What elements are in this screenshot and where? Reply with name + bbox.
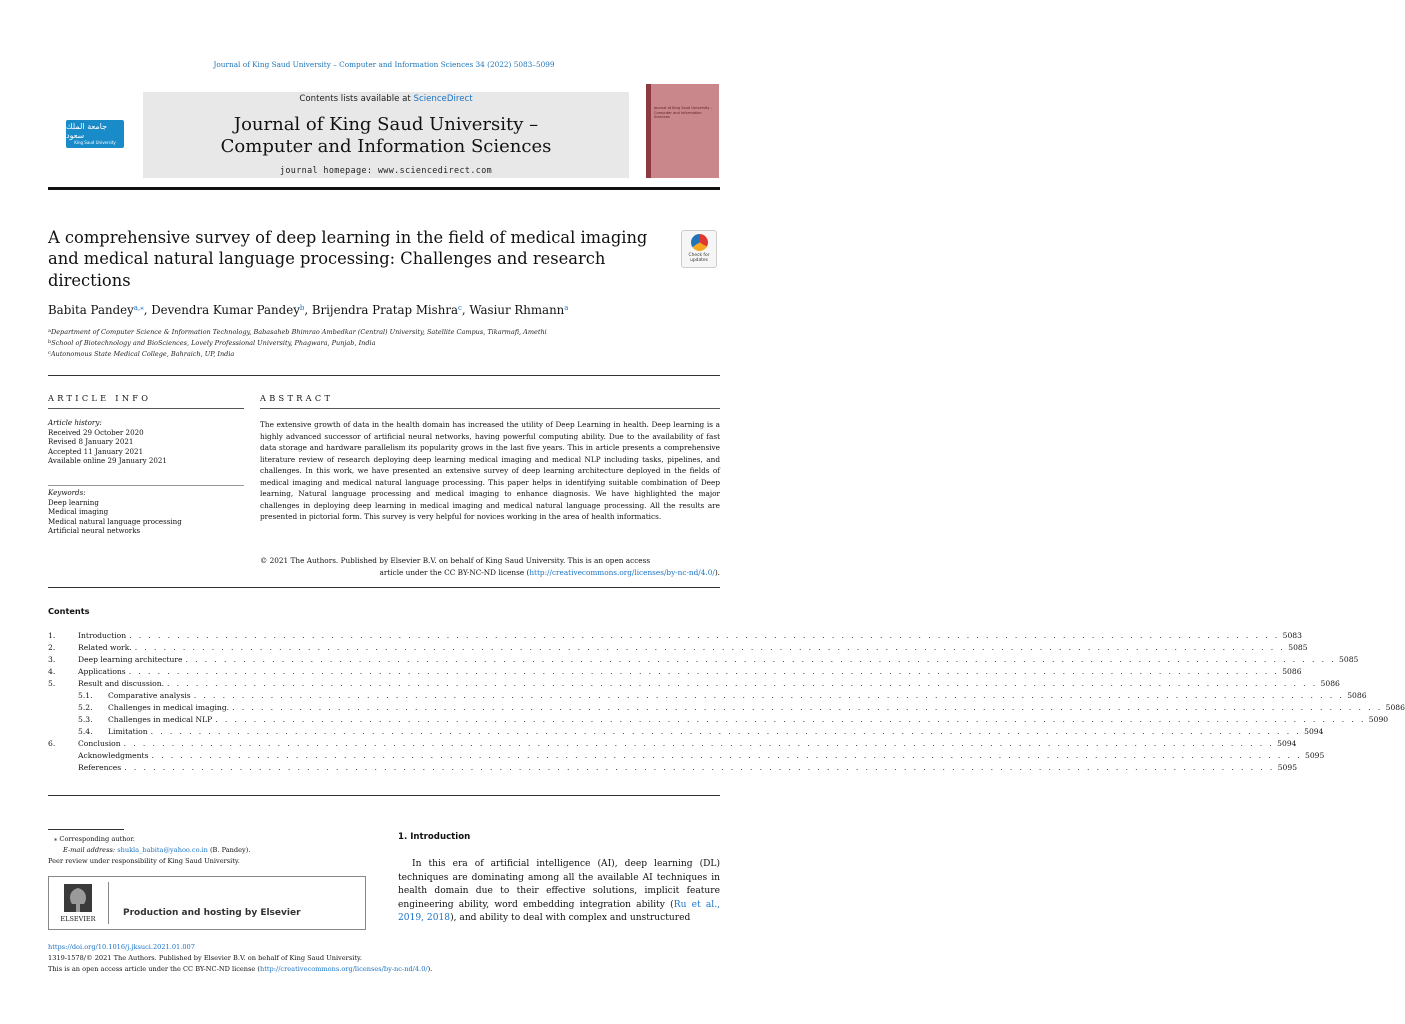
toc-entry-page[interactable]: 5090	[1368, 715, 1389, 724]
masthead-divider	[48, 187, 720, 190]
history-item: Revised 8 January 2021	[48, 437, 134, 447]
toc-entry-label[interactable]: Introduction	[78, 631, 127, 640]
toc-entry-label[interactable]: Result and discussion.	[78, 679, 165, 688]
author-name[interactable]: Devendra Kumar Pandey	[151, 303, 300, 317]
history-label: Article history:	[48, 418, 102, 427]
introduction-heading: 1. Introduction	[398, 832, 471, 842]
university-logo	[48, 92, 142, 176]
toc-leader-dots: . . . . . . . . . . . . . . . . . . . . . . . . . . . . . . . . . . . . . . . . . . . . . . . . . . . . . . . . . . . . . . . . . . . . . . . . . . . . . . . . . . . . . . . . . . . . . . . . . . . . . . . . . . . . . . . . . . . . . . . .	[151, 751, 1302, 760]
keywords-label: Keywords:	[48, 488, 86, 497]
introduction-text: In this era of artificial intelligence (AI), deep learning (DL) techniques are dominating among all the available AI techniques in health domain due to their effective solutions, implicit feature engineering ability, word embedding integration ability (Ru et al., 2019, 2018), and ability to deal with complex and unstructured	[398, 859, 720, 924]
toc-entry-number: 6.	[48, 739, 56, 748]
toc-entry-number: 5.1.	[78, 691, 93, 700]
toc-entry-number: 5.2.	[78, 703, 93, 712]
keyword[interactable]: Deep learning	[48, 497, 99, 507]
author-email-link[interactable]: shukla_babita@yahoo.co.in	[117, 846, 208, 854]
elsevier-separator	[108, 882, 109, 924]
open-access-line: This is an open access article under the CC BY-NC-ND license (http://creativecommons.org/licenses/by-nc-nd/4.0/).	[48, 965, 433, 973]
history-item: Accepted 11 January 2021	[48, 446, 144, 456]
toc-entry-number: 3.	[48, 655, 56, 664]
logo-english-text: King Saud University	[74, 140, 116, 145]
toc-entry-label[interactable]: Related work.	[78, 643, 132, 652]
toc-entry-label[interactable]: Applications	[78, 667, 126, 676]
elsevier-logo-text: ELSEVIER	[60, 915, 96, 923]
toc-entry-label[interactable]: Acknowledgments	[78, 751, 149, 760]
journal-title	[143, 114, 629, 158]
footnote-rule	[48, 829, 124, 830]
author-affil-sup[interactable]: b	[299, 304, 305, 312]
author-affil-sup[interactable]: a,⁎	[133, 304, 144, 312]
toc-entry[interactable]	[48, 714, 1389, 726]
toc-entry-label[interactable]: Comparative analysis	[108, 691, 191, 700]
author-affil-sup[interactable]: a	[564, 304, 569, 312]
contents-available-line: Contents lists available at ScienceDirect	[299, 94, 473, 104]
author-list: Babita Pandey$^{a,⁎}$, Devendra Kumar Pandey$^b$, Brijendra Pratap Mishra$^c$, Wasiur Rhmann$^a$	[48, 303, 569, 317]
elsevier-tree-icon	[56, 882, 100, 924]
doi-link[interactable]: https://doi.org/10.1016/j.jksuci.2021.01.007	[48, 943, 195, 951]
toc-leader-dots: . . . . . . . . . . . . . . . . . . . . . . . . . . . . . . . . . . . . . . . . . . . . . . . . . . . . . . . . . . . . . . . . . . . . . . . . . . . . . . . . . . . . . . . . . . . . . . . . . . . . . . . . . . . . . . . . . . . . . . . .	[232, 703, 1383, 712]
section-divider	[48, 587, 720, 588]
crossmark-icon	[691, 234, 708, 251]
toc-leader-dots: . . . . . . . . . . . . . . . . . . . . . . . . . . . . . . . . . . . . . . . . . . . . . . . . . . . . . . . . . . . . . . . . . . . . . . . . . . . . . . . . . . . . . . . . . . . . . . . . . . . . . . . . . . . . . . . . . . . . . . . .	[123, 739, 1275, 748]
toc-leader-dots: . . . . . . . . . . . . . . . . . . . . . . . . . . . . . . . . . . . . . . . . . . . . . . . . . . . . . . . . . . . . . . . . . . . . . . . . . . . . . . . . . . . . . . . . . . . . . . . . . . . . . . . . . . . . . . . . . . . . . . . .	[150, 727, 1302, 736]
toc-entry[interactable]	[48, 750, 1325, 762]
cover-title: Journal of King Saud University – Computer and Information Sciences	[654, 106, 713, 119]
toc-entry-number: 4.	[48, 667, 56, 676]
toc-entry-page[interactable]: 5085	[1288, 643, 1308, 652]
toc-entry-number: 1.	[48, 631, 56, 640]
article-history	[48, 418, 244, 466]
toc-leader-dots: . . . . . . . . . . . . . . . . . . . . . . . . . . . . . . . . . . . . . . . . . . . . . . . . . . . . . . . . . . . . . . . . . . . . . . . . . . . . . . . . . . . . . . . . . . . . . . . . . . . . . . . . . . . . . . . . . . . . . . . .	[134, 643, 1286, 652]
toc-leader-dots: . . . . . . . . . . . . . . . . . . . . . . . . . . . . . . . . . . . . . . . . . . . . . . . . . . . . . . . . . . . . . . . . . . . . . . . . . . . . . . . . . . . . . . . . . . . . . . . . . . . . . . . . . . . . . . . . . . . . . . . .	[193, 691, 1345, 700]
keyword[interactable]: Artificial neural networks	[48, 526, 141, 536]
history-item: Received 29 October 2020	[48, 427, 144, 437]
affiliation: $^b$School of Biotechnology and BioSciences, Lovely Professional University, Phagwara, Punjab, India	[48, 339, 376, 347]
toc-entry-label[interactable]: References	[78, 763, 122, 772]
toc-entry-page[interactable]: 5085	[1339, 655, 1359, 664]
issn-line: 1319-1578/© 2021 The Authors. Published by Elsevier B.V. on behalf of King Saud University.	[48, 954, 362, 962]
toc-entry-label[interactable]: Conclusion	[78, 739, 121, 748]
toc-entry-number: 5.4.	[78, 727, 93, 736]
abstract-rule	[260, 408, 720, 409]
toc-entry-number: 5.3.	[78, 715, 93, 724]
check-for-updates-label: Check for updates	[688, 253, 710, 263]
journal-cover-thumbnail[interactable]	[646, 84, 719, 178]
corresponding-author-note: ⁎ Corresponding author.	[54, 835, 135, 843]
author-name[interactable]: Brijendra Pratap Mishra	[311, 303, 458, 317]
email-note: E-mail address: shukla_babita@yahoo.co.in (B. Pandey).	[63, 846, 251, 854]
abstract-text: The extensive growth of data in the health domain has increased the utility of Deep Learning in health. Deep learning is a highly advanced successor of artificial neural networks, having powerful computing ability. Due to the availability of fast data storage and hardware parallelism its popularity grows in the last five years. This in article presents a comprehensive literature review of research deploying deep learning medical imaging and medical NLP including tasks, pipelines, and challenges. In this work, we have presented an extensive survey of deep learning architecture deployed in the fields of medical imaging and medical natural language processing. This paper helps in identifying suitable combination of Deep learning, Natural language processing and medical imaging to enhance diagnosis. We have highlighted the major challenges in deploying deep learning in medical imaging and medical natural language processing. All the results are presented in pictorial form. This survey is very helpful for novices working in the area of health informatics.	[260, 420, 720, 521]
toc-entry[interactable]	[48, 726, 1324, 738]
journal-citation[interactable]: Journal of King Saud University – Computer and Information Sciences 34 (2022) 5083–5099	[213, 60, 555, 69]
license-link[interactable]: http://creativecommons.org/licenses/by-nc-nd/4.0/	[529, 567, 715, 577]
toc-entry[interactable]	[48, 642, 1308, 654]
toc-leader-dots: . . . . . . . . . . . . . . . . . . . . . . . . . . . . . . . . . . . . . . . . . . . . . . . . . . . . . . . . . . . . . . . . . . . . . . . . . . . . . . . . . . . . . . . . . . . . . . . . . . . . . . . . . . . . . . . . . . . . . . . .	[128, 667, 1280, 676]
toc-entry-page[interactable]: 5086	[1385, 703, 1405, 712]
toc-entry-page[interactable]: 5095	[1305, 751, 1325, 760]
section-divider	[48, 375, 720, 376]
keywords-list	[48, 488, 244, 536]
toc-entry-page[interactable]: 5095	[1277, 763, 1298, 772]
toc-leader-dots: . . . . . . . . . . . . . . . . . . . . . . . . . . . . . . . . . . . . . . . . . . . . . . . . . . . . . . . . . . . . . . . . . . . . . . . . . . . . . . . . . . . . . . . . . . . . . . . . . . . . . . . . . . . . . . . . . . . . . . . .	[124, 763, 1275, 772]
journal-title-line2: Computer and Information Sciences	[220, 136, 552, 157]
table-of-contents	[48, 630, 1405, 774]
journal-homepage[interactable]: journal homepage: www.sciencedirect.com	[279, 165, 493, 175]
toc-leader-dots: . . . . . . . . . . . . . . . . . . . . . . . . . . . . . . . . . . . . . . . . . . . . . . . . . . . . . . . . . . . . . . . . . . . . . . . . . . . . . . . . . . . . . . . . . . . . . . . . . . . . . . . . . . . . . . . . . . . . . . . .	[185, 655, 1337, 664]
toc-entry[interactable]	[48, 666, 1302, 678]
toc-entry[interactable]	[48, 654, 1359, 666]
peer-review-note: Peer review under responsibility of King Saud University.	[48, 857, 240, 865]
keywords-rule	[48, 485, 244, 486]
toc-entry-number: 2.	[48, 643, 56, 652]
sciencedirect-link[interactable]: ScienceDirect	[413, 94, 473, 104]
toc-entry-page[interactable]: 5086	[1320, 679, 1340, 688]
toc-entry[interactable]	[48, 678, 1340, 690]
toc-entry[interactable]	[48, 690, 1367, 702]
history-item: Available online 29 January 2021	[48, 456, 167, 466]
toc-entry-label[interactable]: Challenges in medical NLP	[108, 715, 213, 724]
toc-leader-dots: . . . . . . . . . . . . . . . . . . . . . . . . . . . . . . . . . . . . . . . . . . . . . . . . . . . . . . . . . . . . . . . . . . . . . . . . . . . . . . . . . . . . . . . . . . . . . . . . . . . . . . . . . . . . . . . . . . . . . . . .	[167, 679, 1318, 688]
author-name[interactable]: Babita Pandey	[48, 303, 134, 317]
open-access-license-link[interactable]: http://creativecommons.org/licenses/by-nc-nd/4.0/	[260, 965, 428, 973]
toc-entry-page[interactable]: 5083	[1282, 631, 1302, 640]
affiliation: $^c$Autonomous State Medical College, Bahraich, UP, India	[48, 350, 235, 358]
toc-entry[interactable]	[48, 738, 1297, 750]
article-info-rule	[48, 408, 244, 409]
toc-entry-page[interactable]: 5094	[1277, 739, 1297, 748]
article-title: A comprehensive survey of deep learning in the field of medical imaging and medical natural language processing: Challenges and research directions	[48, 228, 648, 290]
author-affil-sup[interactable]: c	[458, 304, 462, 312]
toc-entry-label[interactable]: Limitation	[108, 727, 148, 736]
logo-arabic-text: جامعة الملك سعود	[66, 122, 108, 140]
toc-entry-label[interactable]: Deep learning architecture	[78, 655, 183, 664]
affiliation: $^a$Department of Computer Science & Information Technology, Babasaheb Bhimrao Ambedkar (Central) University, Satellite Campus, Tikarmafi, Amethi	[48, 328, 547, 336]
elsevier-hosting-label: Production and hosting by Elsevier	[123, 908, 301, 918]
section-divider	[48, 795, 720, 796]
toc-entry-number: 5.	[48, 679, 56, 688]
citation-link[interactable]: Ru et al., 2019, 2018	[398, 899, 720, 924]
check-for-updates-button[interactable]	[681, 230, 717, 268]
toc-entry-page[interactable]: 5086	[1347, 691, 1367, 700]
article-info-heading: ARTICLE INFO	[48, 393, 152, 403]
toc-entry[interactable]	[48, 762, 1298, 774]
toc-entry-label[interactable]: Challenges in medical imaging.	[108, 703, 230, 712]
toc-entry-page[interactable]: 5086	[1282, 667, 1302, 676]
toc-entry[interactable]	[48, 702, 1405, 714]
author-name[interactable]: Wasiur Rhmann	[469, 303, 565, 317]
keyword[interactable]: Medical natural language processing	[48, 516, 182, 526]
keyword[interactable]: Medical imaging	[48, 507, 109, 517]
contents-heading: Contents	[48, 606, 90, 616]
abstract-copyright: © 2021 The Authors. Published by Elsevier B.V. on behalf of King Saud University. This is an open access article under the CC BY-NC-ND license (http://creativecommons.org/licenses/by-nc-nd/4.0/).	[260, 556, 720, 577]
toc-leader-dots: . . . . . . . . . . . . . . . . . . . . . . . . . . . . . . . . . . . . . . . . . . . . . . . . . . . . . . . . . . . . . . . . . . . . . . . . . . . . . . . . . . . . . . . . . . . . . . . . . . . . . . . . . . . . . . . . . . . . . . . .	[129, 631, 1280, 640]
toc-entry-page[interactable]: 5094	[1304, 727, 1324, 736]
abstract-heading: ABSTRACT	[260, 393, 334, 403]
toc-leader-dots: . . . . . . . . . . . . . . . . . . . . . . . . . . . . . . . . . . . . . . . . . . . . . . . . . . . . . . . . . . . . . . . . . . . . . . . . . . . . . . . . . . . . . . . . . . . . . . . . . . . . . . . . . . . . . . . . . . . . . . . .	[215, 715, 1366, 724]
journal-title-line1: Journal of King Saud University –	[233, 114, 539, 135]
toc-entry[interactable]	[48, 630, 1302, 642]
